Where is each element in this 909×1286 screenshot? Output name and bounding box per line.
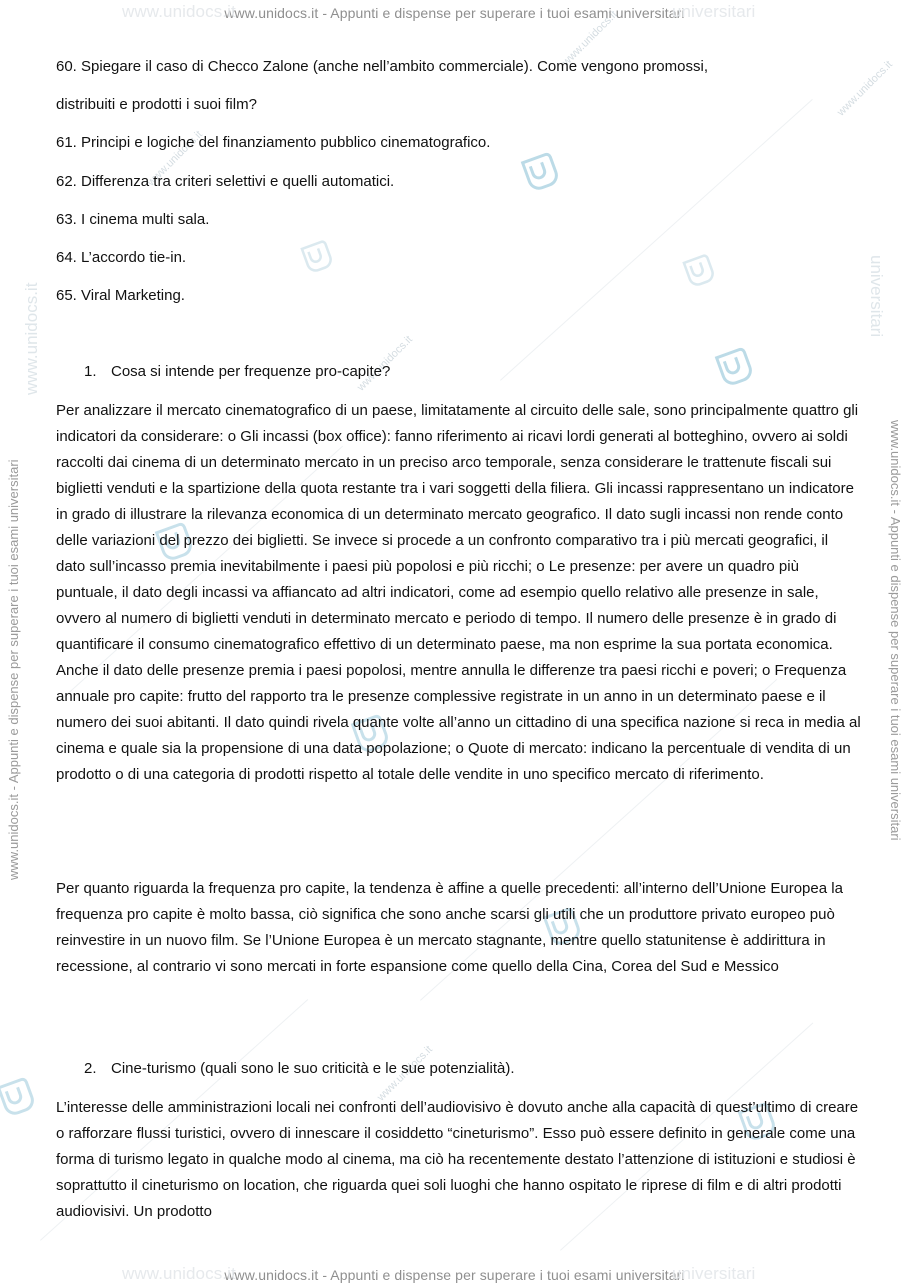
- section-2-number: 2.: [84, 1060, 97, 1077]
- section-1-heading: [84, 363, 390, 380]
- watermark-site-text: www.unidocs.it: [560, 8, 620, 69]
- section-2-title: Cine-turismo (quali sono le suo criticità e le sue potenzialità).: [111, 1060, 515, 1077]
- question-64: 64. L’accordo tie-in.: [56, 249, 187, 266]
- watermark-line: [500, 99, 813, 381]
- header-ghost-left: www.unidocs.it: [122, 2, 236, 21]
- question-60-line2: distribuiti e prodotti i suoi film?: [56, 96, 257, 113]
- section-1-paragraph-2: Per quanto riguarda la frequenza pro capite, la tendenza è affine a quelle precedenti: all’interno dell’Unione Europea la frequenza pro capite è molto bassa, ciò significa che sono anche scarsi gli utili che un produttore privato europeo può reinvestire in un nuovo film. Se l’Unione Europea è un mercato stagnante, mentre quello statunitense è addirittura in recessione, al contrario vi sono mercati in forte espansione come quello della Cina, Corea del Sud e Messico: [56, 880, 843, 975]
- left-side-watermark: www.unidocs.it - Appunti e dispense per superare i tuoi esami universitari: [6, 459, 21, 880]
- question-62: 62. Differenza tra criteri selettivi e quelli automatici.: [56, 173, 395, 190]
- question-61: 61. Principi e logiche del finanziamento pubblico cinematografico.: [56, 134, 491, 151]
- watermark-site-text: www.unidocs.it: [835, 58, 895, 119]
- watermark-site-text: www.unidocs.it: [355, 333, 415, 394]
- section-1-paragraph-1: Per analizzare il mercato cinematografico di un paese, limitatamente al circuito delle sale, sono principalmente quattro gli indicatori da considerare: o Gli incassi (box office): fanno riferimento ai ricavi lordi generati al botteghino, ovvero ai soldi raccolti dai cinema di un determinato mercato in un preciso arco temporale, senza considerare le trattenute fiscali sui biglietti venduti e la spartizione della quota restante tra i vari soggetti della filiera. Gli incassi rappresentano un indicatore in grado di illustrare la rilevanza economica di un determinato mercato geografico. Il dato sugli incassi non rende conto delle variazioni del prezzo dei biglietti. Se invece si procede a un confronto comparativo tra i più mercati geografici, il dato sull’incasso premia inevitabilmente i paesi più popolosi e più ricchi; o Le presenze: per avere un quadro più puntuale, il dato degli incassi va affiancato ad altri indicatori, come ad esempio quello relativo alle presenze in sale, ovvero al numero di biglietti venduti in determinato mercato e periodo di tempo. Il numero delle presenze è in grado di quantificare il consumo cinematografico effettivo di un determinato paese, ma non esprime la sua portata economica. Anche il dato delle presenze premia i paesi popolosi, mentre annulla le differenze tra paesi ricchi e poveri; o Frequenza annuale pro capite: frutto del rapporto tra le presenze complessive registrate in un anno in un determinato paese e il numero dei suoi abitanti. Il dato quindi rivela quante volte all’anno un cittadino di una specifica nazione si reca in media al cinema e quale sia la propensione di una data popolazione; o Quote di mercato: indicano la percentuale di vendita di un prodotto o di una categoria di prodotti rispetto al totale delle vendite in uno specifico mercato di riferimento.: [56, 402, 861, 783]
- section-1-number: 1.: [84, 363, 97, 380]
- right-side-watermark: www.unidocs.it - Appunti e dispense per superare i tuoi esami universitari: [888, 420, 903, 841]
- left-side-ghost: www.unidocs.it: [22, 282, 41, 395]
- header-watermark-text: www.unidocs.it - Appunti e dispense per superare i tuoi esami universitari: [224, 5, 685, 21]
- right-side-ghost: universitari: [867, 255, 886, 338]
- question-60-line1: 60. Spiegare il caso di Checco Zalone (anche nell’ambito commerciale). Come vengono promossi,: [56, 58, 708, 75]
- footer-watermark: [0, 1264, 909, 1283]
- section-2-heading: [84, 1060, 515, 1077]
- section-2-paragraph-1: L’interesse delle amministrazioni locali nei confronti dell’audiovisivo è dovuto anche alla capacità di quest’ultimo di creare o rafforzare flussi turistici, ovvero di innescare il cosiddetto “cineturismo”. Esso può essere definito in generale come una forma di turismo legato in qualche modo al cinema, ma ciò ha recentemente destato l’attenzione di istituzioni e studiosi è soprattutto il cineturismo on location, che riguarda quei soli luoghi che hanno ospitato le riprese di film e di altri prodotti audiovisivi. Un prodotto: [56, 1099, 859, 1220]
- watermark-site-text: www.unidocs.it: [375, 1043, 435, 1104]
- header-watermark: [0, 2, 909, 21]
- unidocs-logo-icon: [680, 252, 714, 286]
- footer-watermark-text: www.unidocs.it - Appunti e dispense per superare i tuoi esami universitari: [224, 1267, 685, 1283]
- section-1-title: Cosa si intende per frequenze pro-capite?: [111, 363, 391, 380]
- question-65: 65. Viral Marketing.: [56, 287, 185, 304]
- unidocs-logo-icon: [518, 150, 558, 190]
- unidocs-logo-icon: [712, 345, 752, 385]
- unidocs-logo-icon: [298, 238, 332, 272]
- footer-ghost-right: universitari: [672, 1264, 756, 1283]
- header-ghost-right: universitari: [672, 2, 756, 21]
- question-63: 63. I cinema multi sala.: [56, 211, 210, 228]
- unidocs-logo-icon: [0, 1075, 34, 1115]
- footer-ghost-left: www.unidocs.it: [122, 1264, 236, 1283]
- watermark-site-text: www.unidocs.it: [145, 128, 205, 189]
